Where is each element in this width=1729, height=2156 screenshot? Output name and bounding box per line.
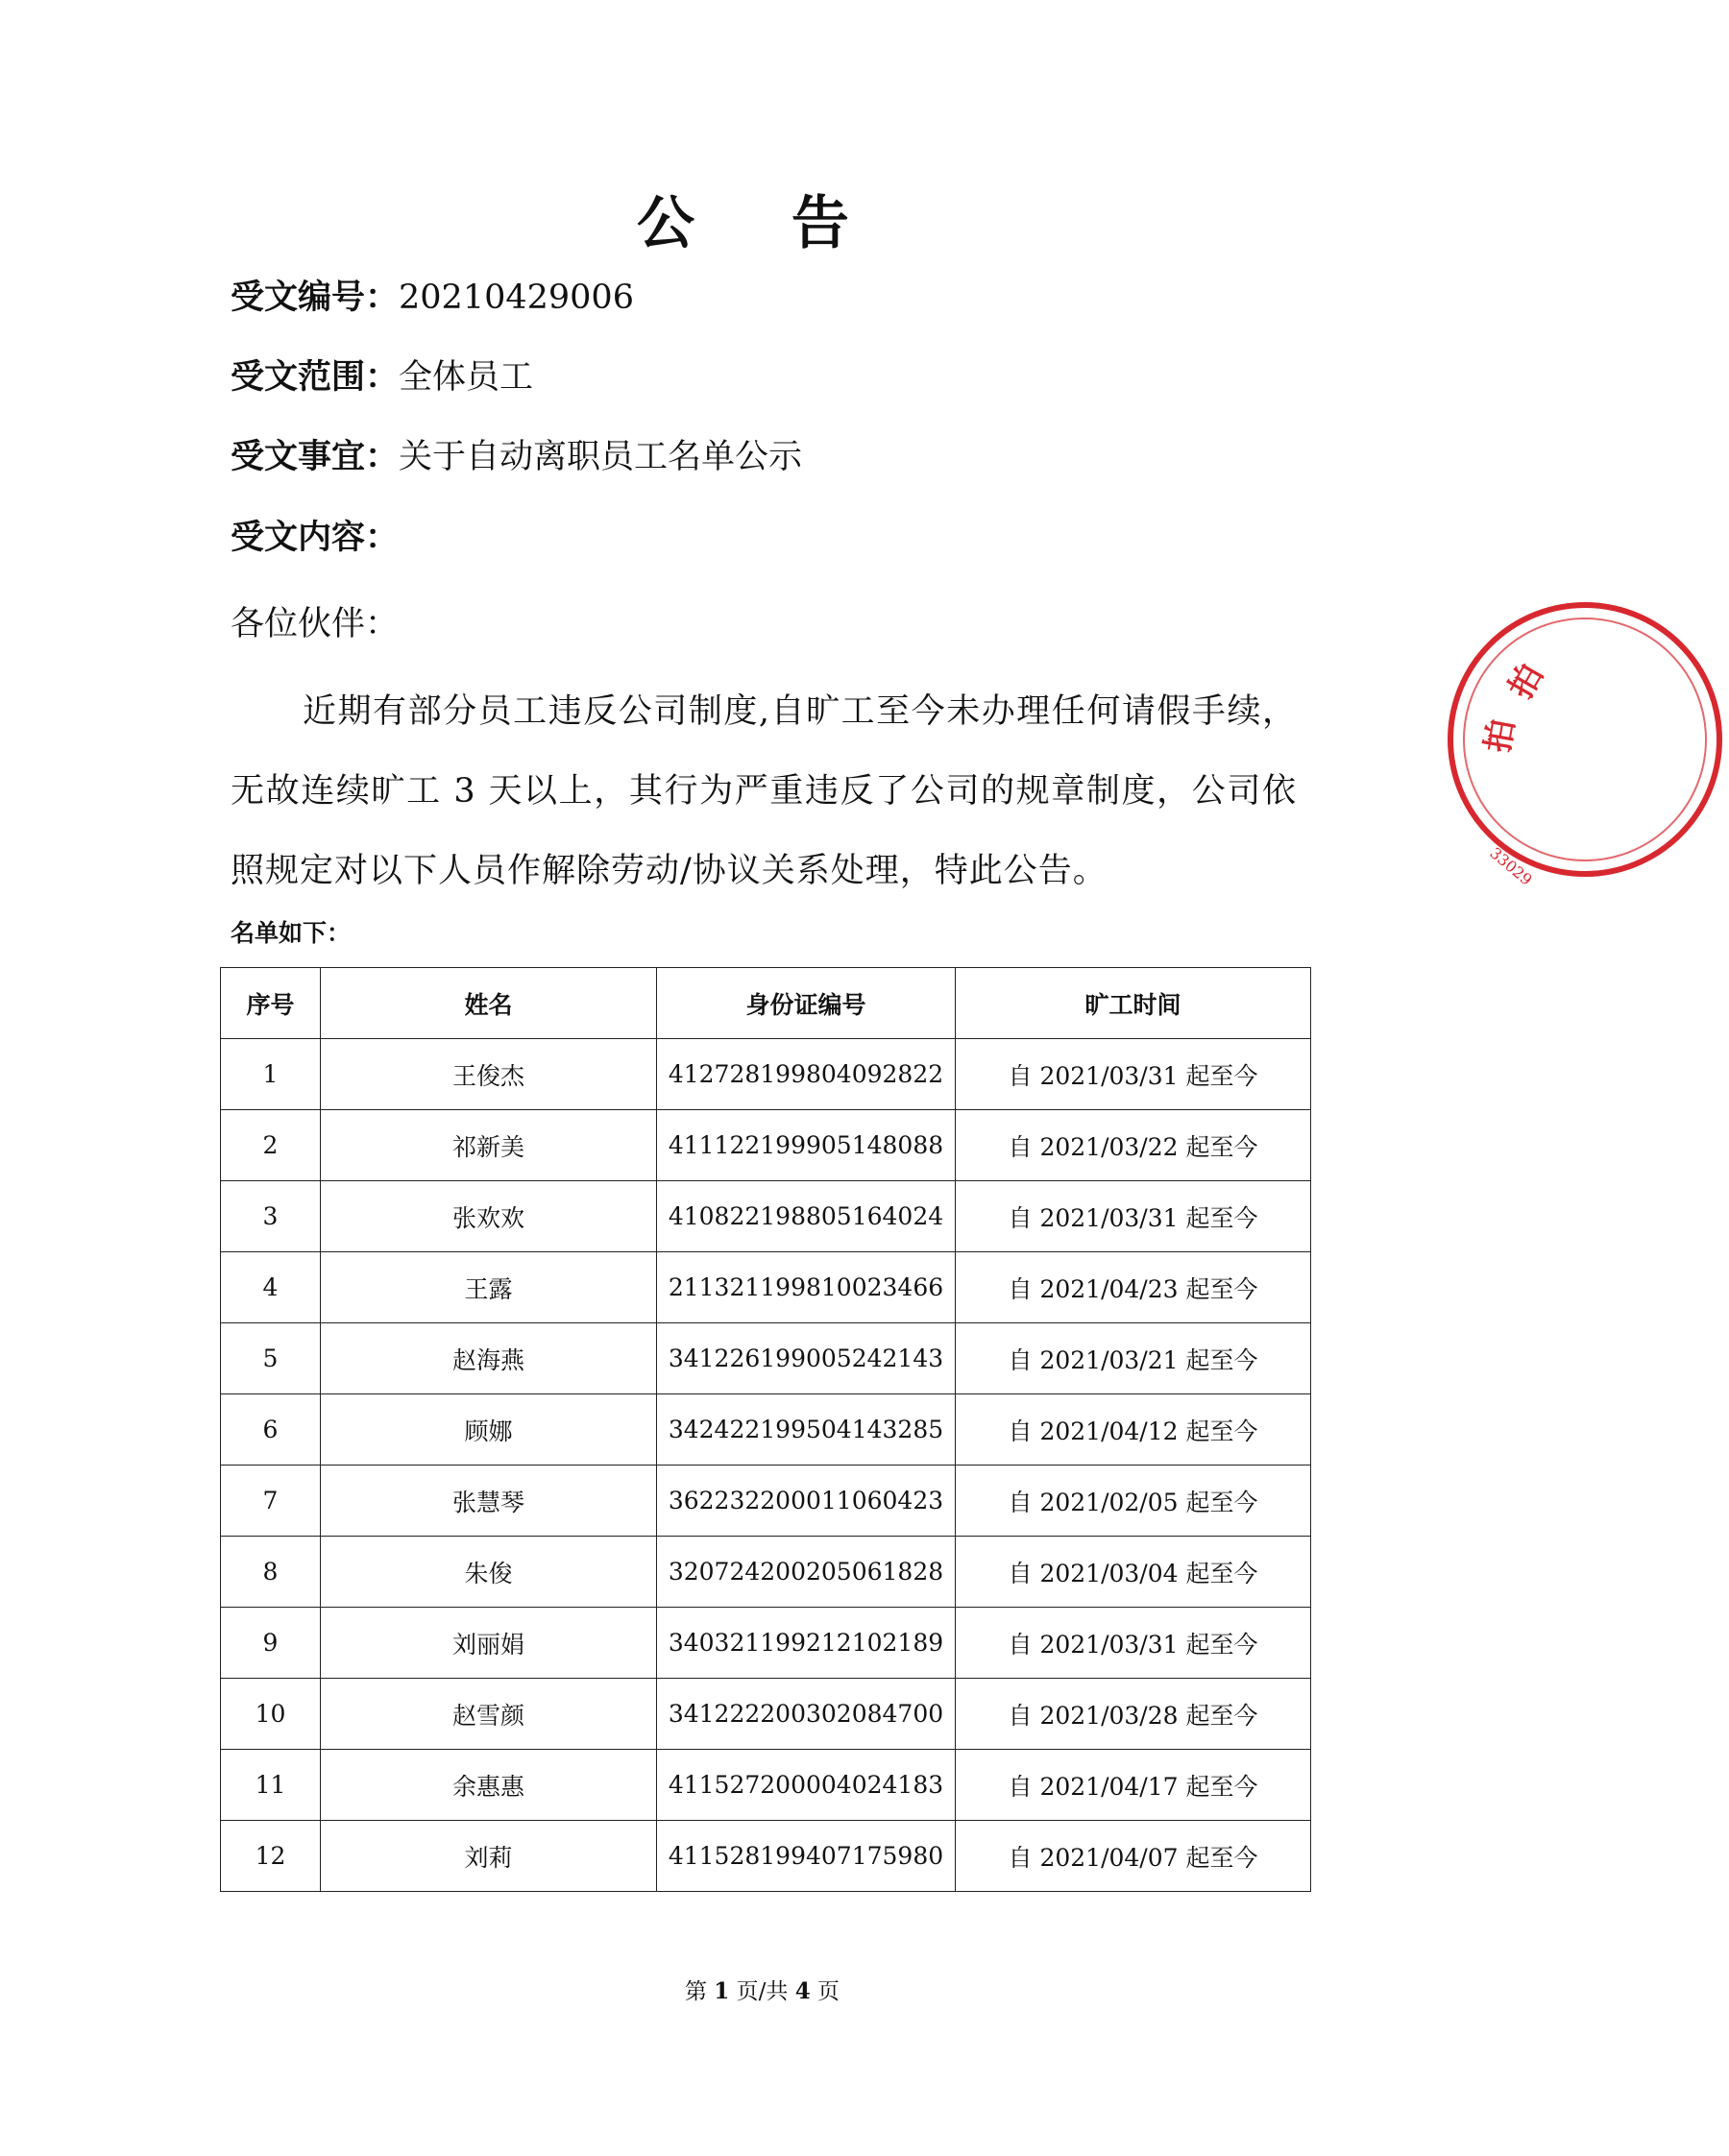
cell-seq: 9	[221, 1608, 321, 1679]
seal-char-1: 拍	[1501, 658, 1551, 706]
cell-name: 余惠惠	[321, 1750, 657, 1821]
table-row	[221, 1252, 1311, 1323]
list-heading: 名单如下：	[231, 919, 352, 947]
header-absence-time: 旷工时间	[956, 968, 1311, 1039]
cell-name: 刘丽娟	[321, 1608, 657, 1679]
footer-middle: 页/共	[736, 1979, 789, 2004]
cell-id: 320724200205061828	[657, 1537, 956, 1608]
meta-number-line	[231, 276, 634, 320]
cell-name: 赵雪颜	[321, 1679, 657, 1750]
cell-seq: 11	[221, 1750, 321, 1821]
cell-id: 362232200011060423	[657, 1466, 956, 1537]
cell-id: 411527200004024183	[657, 1750, 956, 1821]
company-seal-stamp	[1441, 595, 1729, 889]
cell-name: 王露	[321, 1252, 657, 1323]
cell-id: 411122199905148088	[657, 1110, 956, 1181]
cell-absence-time: 自 2021/03/22 起至今	[956, 1110, 1311, 1181]
table-row	[221, 1608, 1311, 1679]
cell-name: 顾娜	[321, 1394, 657, 1466]
table-row	[221, 1466, 1311, 1537]
cell-seq: 1	[221, 1039, 321, 1110]
cell-seq: 3	[221, 1181, 321, 1252]
header-id: 身份证编号	[657, 968, 956, 1039]
cell-seq: 8	[221, 1537, 321, 1608]
cell-id: 340321199212102189	[657, 1608, 956, 1679]
page-footer	[0, 1977, 1524, 2006]
table-row	[221, 1821, 1311, 1892]
cell-seq: 12	[221, 1821, 321, 1892]
cell-name: 祁新美	[321, 1110, 657, 1181]
cell-seq: 6	[221, 1394, 321, 1466]
meta-content-label: 受文内容：	[231, 518, 400, 557]
seal-digits: 33029	[1486, 843, 1536, 889]
cell-seq: 4	[221, 1252, 321, 1323]
table-row	[221, 1679, 1311, 1750]
cell-id: 411528199407175980	[657, 1821, 956, 1892]
cell-name: 刘莉	[321, 1821, 657, 1892]
cell-id: 341222200302084700	[657, 1679, 956, 1750]
meta-scope-line	[231, 355, 533, 400]
body-paragraph: 近期有部分员工违反公司制度,自旷工至今未办理任何请假手续，无故连续旷工 3 天以上，其行为严重违反了公司的规章制度，公司依照规定对以下人员作解除劳动/协议关系处理，特此公告。	[231, 692, 1297, 890]
footer-suffix: 页	[817, 1979, 840, 2004]
cell-absence-time: 自 2021/04/17 起至今	[956, 1750, 1311, 1821]
cell-absence-time: 自 2021/03/31 起至今	[956, 1039, 1311, 1110]
cell-name: 张慧琴	[321, 1466, 657, 1537]
header-name: 姓名	[321, 968, 657, 1039]
cell-absence-time: 自 2021/03/31 起至今	[956, 1608, 1311, 1679]
footer-page-number: 1	[714, 1978, 730, 2004]
cell-id: 341226199005242143	[657, 1323, 956, 1394]
greeting: 各位伙伴：	[231, 605, 400, 643]
table-row	[221, 1537, 1311, 1608]
cell-seq: 10	[221, 1679, 321, 1750]
cell-seq: 7	[221, 1466, 321, 1537]
cell-id: 410822198805164024	[657, 1181, 956, 1252]
meta-subject-line	[231, 435, 802, 479]
table-row	[221, 1039, 1311, 1110]
cell-name: 王俊杰	[321, 1039, 657, 1110]
cell-absence-time: 自 2021/03/31 起至今	[956, 1181, 1311, 1252]
cell-seq: 5	[221, 1323, 321, 1394]
table-row	[221, 1750, 1311, 1821]
cell-absence-time: 自 2021/04/23 起至今	[956, 1252, 1311, 1323]
cell-name: 张欢欢	[321, 1181, 657, 1252]
table-row	[221, 1110, 1311, 1181]
cell-name: 朱俊	[321, 1537, 657, 1608]
cell-absence-time: 自 2021/04/12 起至今	[956, 1394, 1311, 1466]
cell-absence-time: 自 2021/03/04 起至今	[956, 1537, 1311, 1608]
table-row	[221, 1323, 1311, 1394]
table-header-row	[221, 968, 1311, 1039]
cell-id: 342422199504143285	[657, 1394, 956, 1466]
table-row	[221, 1181, 1311, 1252]
table-row	[221, 1394, 1311, 1466]
cell-absence-time: 自 2021/04/07 起至今	[956, 1821, 1311, 1892]
document-title: 公 告	[637, 190, 888, 257]
meta-scope-label: 受文范围：	[231, 357, 400, 397]
seal-char-2: 拍	[1478, 716, 1522, 756]
meta-scope-value: 全体员工	[399, 358, 534, 397]
dismissal-table	[220, 967, 1311, 1892]
cell-id: 211321199810023466	[657, 1252, 956, 1323]
cell-seq: 2	[221, 1110, 321, 1181]
header-seq: 序号	[221, 968, 321, 1039]
meta-content-line	[231, 516, 399, 560]
meta-subject-value: 关于自动离职员工名单公示	[399, 438, 803, 476]
cell-absence-time: 自 2021/03/21 起至今	[956, 1323, 1311, 1394]
meta-subject-label: 受文事宜：	[231, 437, 400, 476]
cell-absence-time: 自 2021/03/28 起至今	[956, 1679, 1311, 1750]
cell-name: 赵海燕	[321, 1323, 657, 1394]
cell-id: 412728199804092822	[657, 1039, 956, 1110]
meta-number-label: 受文编号：	[231, 278, 400, 317]
footer-total-pages: 4	[794, 1978, 811, 2004]
footer-prefix: 第	[684, 1979, 707, 2004]
meta-number-value: 20210429006	[399, 279, 634, 317]
cell-absence-time: 自 2021/02/05 起至今	[956, 1466, 1311, 1537]
